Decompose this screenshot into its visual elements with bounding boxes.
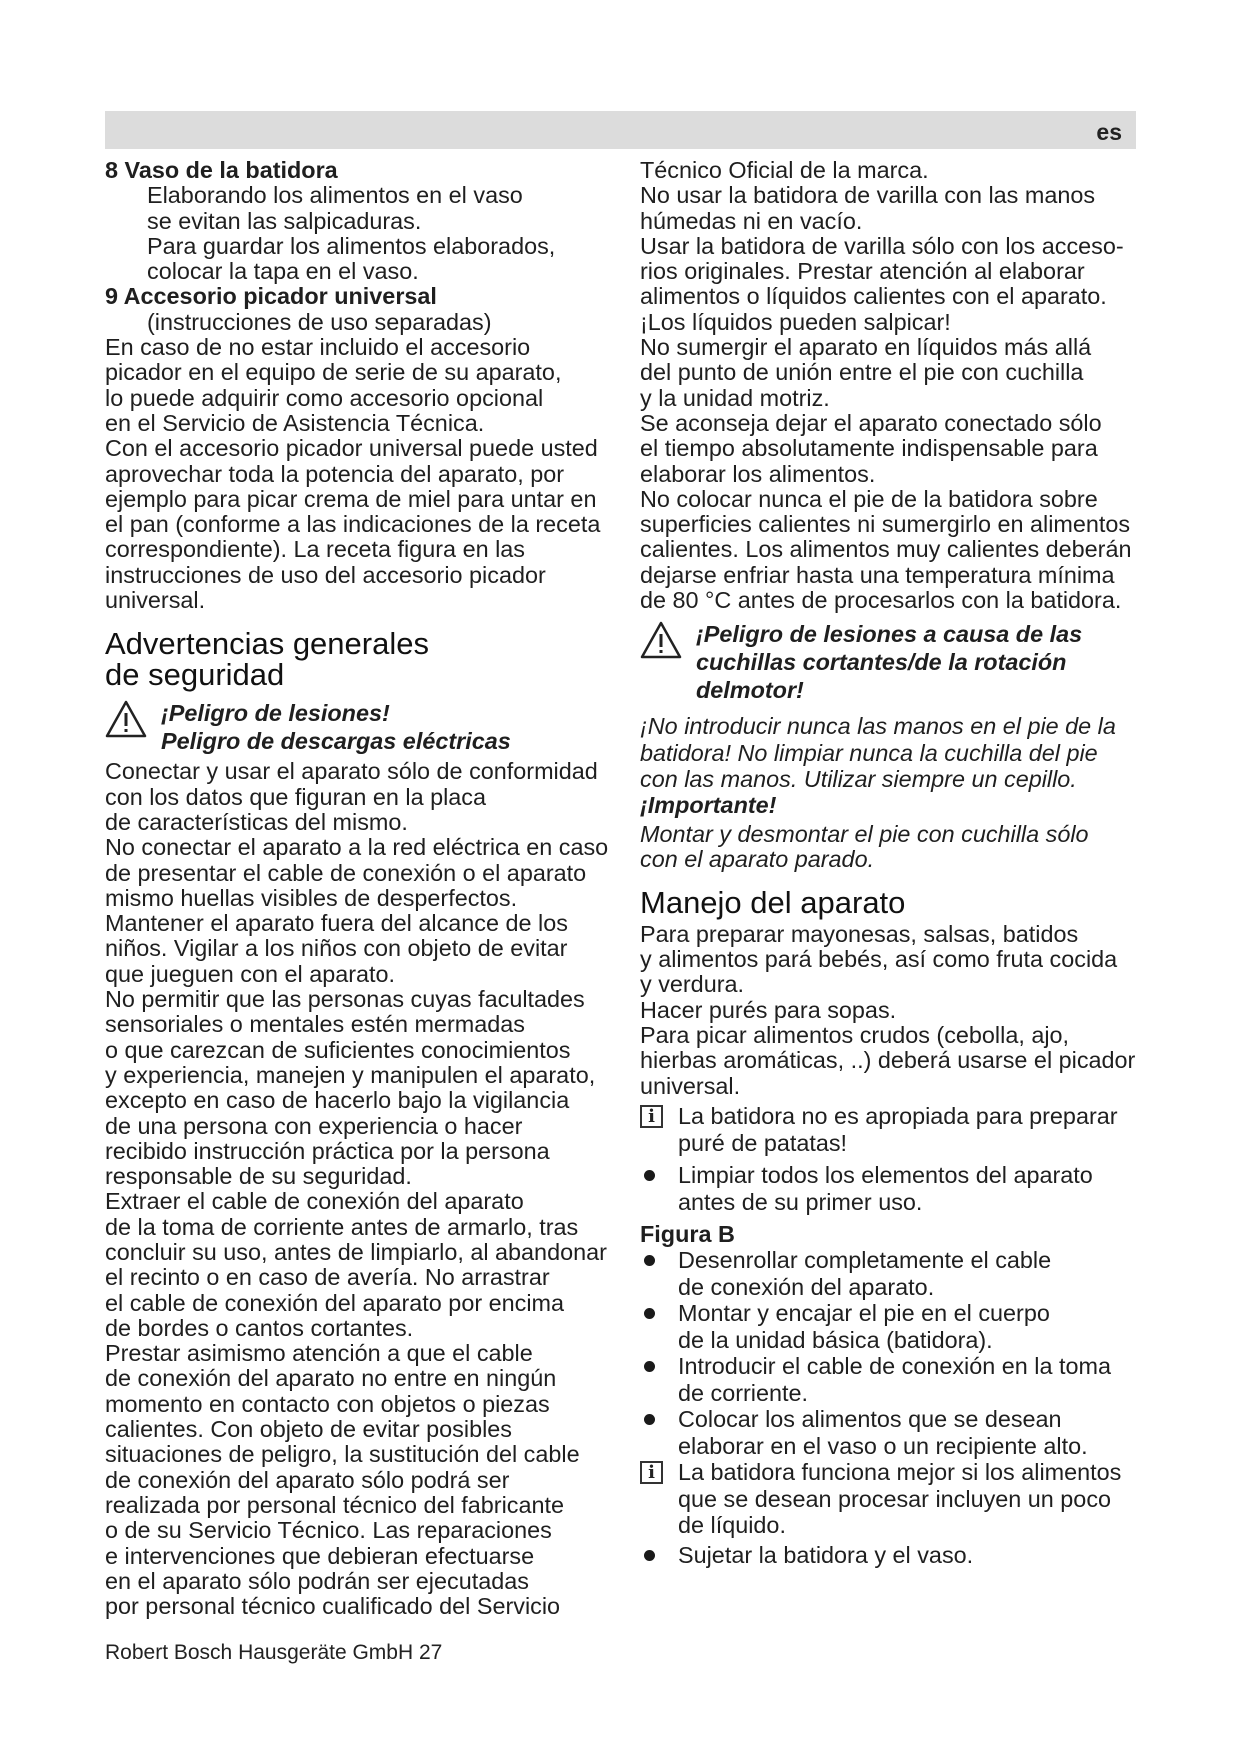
info-note: [640, 1103, 1140, 1157]
bullet-icon: [644, 1414, 655, 1425]
warning-line: cuchillas cortantes/de la rotación: [696, 649, 1067, 676]
text-line: Limpiar todos los elementos del aparato: [678, 1161, 1093, 1188]
text-line: que se desean procesar incluyen un poco: [678, 1485, 1112, 1512]
text-line: Para picar alimentos crudos (cebolla, ajo,: [640, 1021, 1070, 1048]
bullet-icon: [644, 1255, 655, 1266]
text-line: de corriente.: [678, 1379, 809, 1406]
text-line: por personal técnico cualificado del Servicio: [105, 1593, 561, 1620]
text-line: recibido instrucción práctica por la persona: [105, 1137, 550, 1164]
figure-steps: [640, 1247, 1140, 1568]
info-icon: i: [640, 1461, 663, 1484]
text-line: de bordes o cantos cortantes.: [105, 1314, 414, 1341]
text-line: el cable de conexión del aparato por encima: [105, 1289, 565, 1316]
text-line: puré de patatas!: [678, 1129, 848, 1156]
bullet-item: [640, 1162, 1140, 1216]
text-line: ¡No introducir nunca las manos en el pie de la: [640, 713, 1116, 740]
text-line: En caso de no estar incluido el accesorio: [105, 334, 531, 361]
figure-label: Figura B: [640, 1220, 735, 1247]
text-line: de conexión del aparato no entre en ningún: [105, 1365, 557, 1392]
bullet-icon: [644, 1170, 655, 1181]
text-line: Montar y encajar el pie en el cuerpo: [678, 1300, 1050, 1327]
text-line: Prestar asimismo atención a que el cable: [105, 1340, 533, 1367]
text-line: momento en contacto con objetos o piezas: [105, 1390, 550, 1417]
left-column: [105, 157, 609, 1620]
text-line: con el aparato parado.: [640, 846, 875, 873]
text-line: dejarse enfriar hasta una temperatura mínima: [640, 561, 1115, 588]
text-line: con las manos. Utilizar siempre un cepillo.: [640, 766, 1077, 793]
text-line: La batidora no es apropiada para preparar: [678, 1102, 1118, 1129]
text-line: el recinto o en caso de avería. No arrastrar: [105, 1264, 550, 1291]
text-line: colocar la tapa en el vaso.: [147, 258, 419, 285]
text-line: y verdura.: [640, 971, 745, 998]
language-code: es: [1096, 119, 1122, 145]
text-line: y la unidad motriz.: [640, 384, 830, 411]
bullet-icon: [644, 1361, 655, 1372]
bullet-icon: [644, 1550, 655, 1561]
text-line: en el aparato sólo podrán ser ejecutadas: [105, 1567, 529, 1594]
text-line: alimentos o líquidos calientes con el aparato.: [640, 283, 1107, 310]
text-line: Usar la batidora de varilla sólo con los acceso-: [640, 232, 1124, 259]
operation-heading: Manejo del aparato: [640, 884, 906, 920]
text-line: hierbas aromáticas, ..) deberá usarse el picador: [640, 1047, 1136, 1074]
text-line: La batidora funciona mejor si los alimentos: [678, 1459, 1122, 1486]
text-line: o que carezcan de suficientes conocimientos: [105, 1036, 571, 1063]
text-line: situaciones de peligro, la sustitución del cable: [105, 1441, 580, 1468]
bullet-item: [640, 1406, 1140, 1459]
bullet-icon: [644, 1308, 655, 1319]
text-line: húmedas ni en vacío.: [640, 207, 863, 234]
text-line: e intervenciones que debieran efectuarse: [105, 1542, 535, 1569]
operation-paragraph: [640, 922, 1140, 1099]
blade-warning-block: [640, 620, 1140, 704]
text-line: Montar y desmontar el pie con cuchilla sólo: [640, 821, 1089, 848]
text-line: concluir su uso, antes de limpiarlo, al abandonar: [105, 1238, 607, 1265]
safety-paragraph: [105, 758, 609, 1620]
text-line: No permitir que las personas cuyas facultades: [105, 986, 585, 1013]
section-8-title: 8 Vaso de la batidora: [105, 157, 338, 183]
text-line: y experiencia, manejen y manipulen el aparato,: [105, 1061, 596, 1088]
text-line: No sumergir el aparato en líquidos más allá: [640, 334, 1092, 361]
accessory-paragraph: [105, 335, 605, 613]
text-line: rios originales. Prestar atención al elaborar: [640, 258, 1085, 285]
text-line: Desenrollar completamente el cable: [678, 1247, 1052, 1274]
text-line: No colocar nunca el pie de la batidora sobre: [640, 485, 1098, 512]
text-line: con los datos que figuran en la placa: [105, 783, 487, 810]
warning-line: delmotor!: [696, 677, 804, 704]
text-line: Hacer purés para sopas.: [640, 996, 897, 1023]
info-icon: i: [640, 1105, 663, 1128]
text-line: elaborar en el vaso o un recipiente alto.: [678, 1432, 1088, 1459]
warning-triangle-icon: [640, 621, 682, 659]
text-line: Con el accesorio picador universal puede usted: [105, 435, 598, 462]
section-9-subtitle: (instrucciones de uso separadas): [147, 308, 492, 335]
text-line: aprovechar toda la potencia del aparato, por: [105, 460, 565, 487]
text-line: Extraer el cable de conexión del aparato: [105, 1188, 524, 1215]
blade-warning-text: [640, 713, 1140, 793]
text-line: picador en el equipo de serie de su aparato,: [105, 359, 562, 386]
safety-paragraph-continued: [640, 158, 1140, 613]
text-line: de conexión del aparato.: [678, 1273, 935, 1300]
text-line: Para preparar mayonesas, salsas, batidos: [640, 920, 1079, 947]
text-line: responsable de su seguridad.: [105, 1163, 412, 1190]
safety-heading: [105, 626, 605, 693]
text-line: universal.: [640, 1072, 741, 1099]
warning-block: [105, 699, 605, 755]
text-line: instrucciones de uso del accesorio picador: [105, 561, 546, 588]
warning-line: ¡Peligro de lesiones a causa de las: [696, 621, 1083, 648]
text-line: realizada por personal técnico del fabricante: [105, 1491, 564, 1518]
text-line: superficies calientes ni sumergirlo en alimentos: [640, 511, 1131, 538]
text-line: Mantener el aparato fuera del alcance de los: [105, 910, 568, 937]
text-line: Introducir el cable de conexión en la toma: [678, 1353, 1111, 1380]
bullet-item: [640, 1300, 1140, 1353]
text-line: de la unidad básica (batidora).: [678, 1326, 993, 1353]
text-line: del punto de unión entre el pie con cuchilla: [640, 359, 1084, 386]
text-line: calientes. Con objeto de evitar posibles: [105, 1416, 512, 1443]
bullet-item: [640, 1542, 1140, 1569]
info-note: [640, 1459, 1140, 1539]
text-line: antes de su primer uso.: [678, 1188, 923, 1215]
text-line: niños. Vigilar a los niños con objeto de evitar: [105, 935, 568, 962]
bullet-item: [640, 1247, 1140, 1300]
text-line: se evitan las salpicaduras.: [147, 207, 422, 234]
important-text: [640, 822, 1140, 873]
text-line: calientes. Los alimentos muy calientes deberán: [640, 536, 1132, 563]
text-line: de la toma de corriente antes de armarlo, tras: [105, 1213, 579, 1240]
right-column: [640, 158, 1140, 1568]
text-line: que jueguen con el aparato.: [105, 960, 396, 987]
text-line: Conectar y usar el aparato sólo de conformidad: [105, 758, 598, 785]
text-line: No conectar el aparato a la red eléctrica en caso: [105, 834, 609, 861]
text-line: elaborar los alimentos.: [640, 460, 876, 487]
text-line: Se aconseja dejar el aparato conectado sólo: [640, 409, 1102, 436]
text-line: de una persona con experiencia o hacer: [105, 1112, 523, 1139]
text-line: universal.: [105, 587, 206, 614]
heading-line: Advertencias generales: [105, 626, 429, 662]
section-8-body: [105, 183, 605, 284]
text-line: en el Servicio de Asistencia Técnica.: [105, 409, 485, 436]
text-line: Colocar los alimentos que se desean: [678, 1406, 1062, 1433]
warning-line: Peligro de descargas eléctricas: [161, 728, 511, 755]
text-line: batidora! No limpiar nunca la cuchilla del pie: [640, 739, 1098, 766]
text-line: ¡Los líquidos pueden salpicar!: [640, 308, 951, 335]
text-line: Sujetar la batidora y el vaso.: [678, 1541, 974, 1568]
bullet-item: [640, 1353, 1140, 1406]
important-label: ¡Importante!: [640, 791, 777, 818]
page-footer: Robert Bosch Hausgeräte GmbH 27: [105, 1641, 443, 1664]
text-line: sensoriales o mentales estén mermadas: [105, 1011, 525, 1038]
text-line: ejemplo para picar crema de miel para untar en: [105, 485, 597, 512]
text-line: Técnico Oficial de la marca.: [640, 157, 929, 183]
text-line: No usar la batidora de varilla con las manos: [640, 182, 1096, 209]
warning-line: ¡Peligro de lesiones!: [161, 700, 390, 727]
text-line: el pan (conforme a las indicaciones de la receta: [105, 511, 601, 538]
text-line: de conexión del aparato sólo podrá ser: [105, 1466, 510, 1493]
text-line: mismo huellas visibles de desperfectos.: [105, 884, 518, 911]
text-line: de características del mismo.: [105, 808, 408, 835]
warning-triangle-icon: [105, 700, 147, 738]
text-line: Para guardar los alimentos elaborados,: [147, 232, 556, 259]
text-line: de 80 °C antes de procesarlos con la batidora.: [640, 587, 1122, 614]
text-line: excepto en caso de hacerlo bajo la vigilancia: [105, 1087, 570, 1114]
heading-line: de seguridad: [105, 657, 285, 693]
text-line: el tiempo absolutamente indispensable para: [640, 435, 1098, 462]
text-line: de líquido.: [678, 1512, 786, 1539]
text-line: de presentar el cable de conexión o el aparato: [105, 859, 587, 886]
text-line: lo puede adquirir como accesorio opcional: [105, 384, 544, 411]
section-9-title: 9 Accesorio picador universal: [105, 283, 437, 310]
text-line: correspondiente). La receta figura en las: [105, 536, 525, 563]
text-line: Elaborando los alimentos en el vaso: [147, 182, 523, 209]
header-bar: [105, 111, 1136, 149]
text-line: y alimentos pará bebés, así como fruta cocida: [640, 946, 1118, 973]
text-line: o de su Servicio Técnico. Las reparaciones: [105, 1517, 552, 1544]
